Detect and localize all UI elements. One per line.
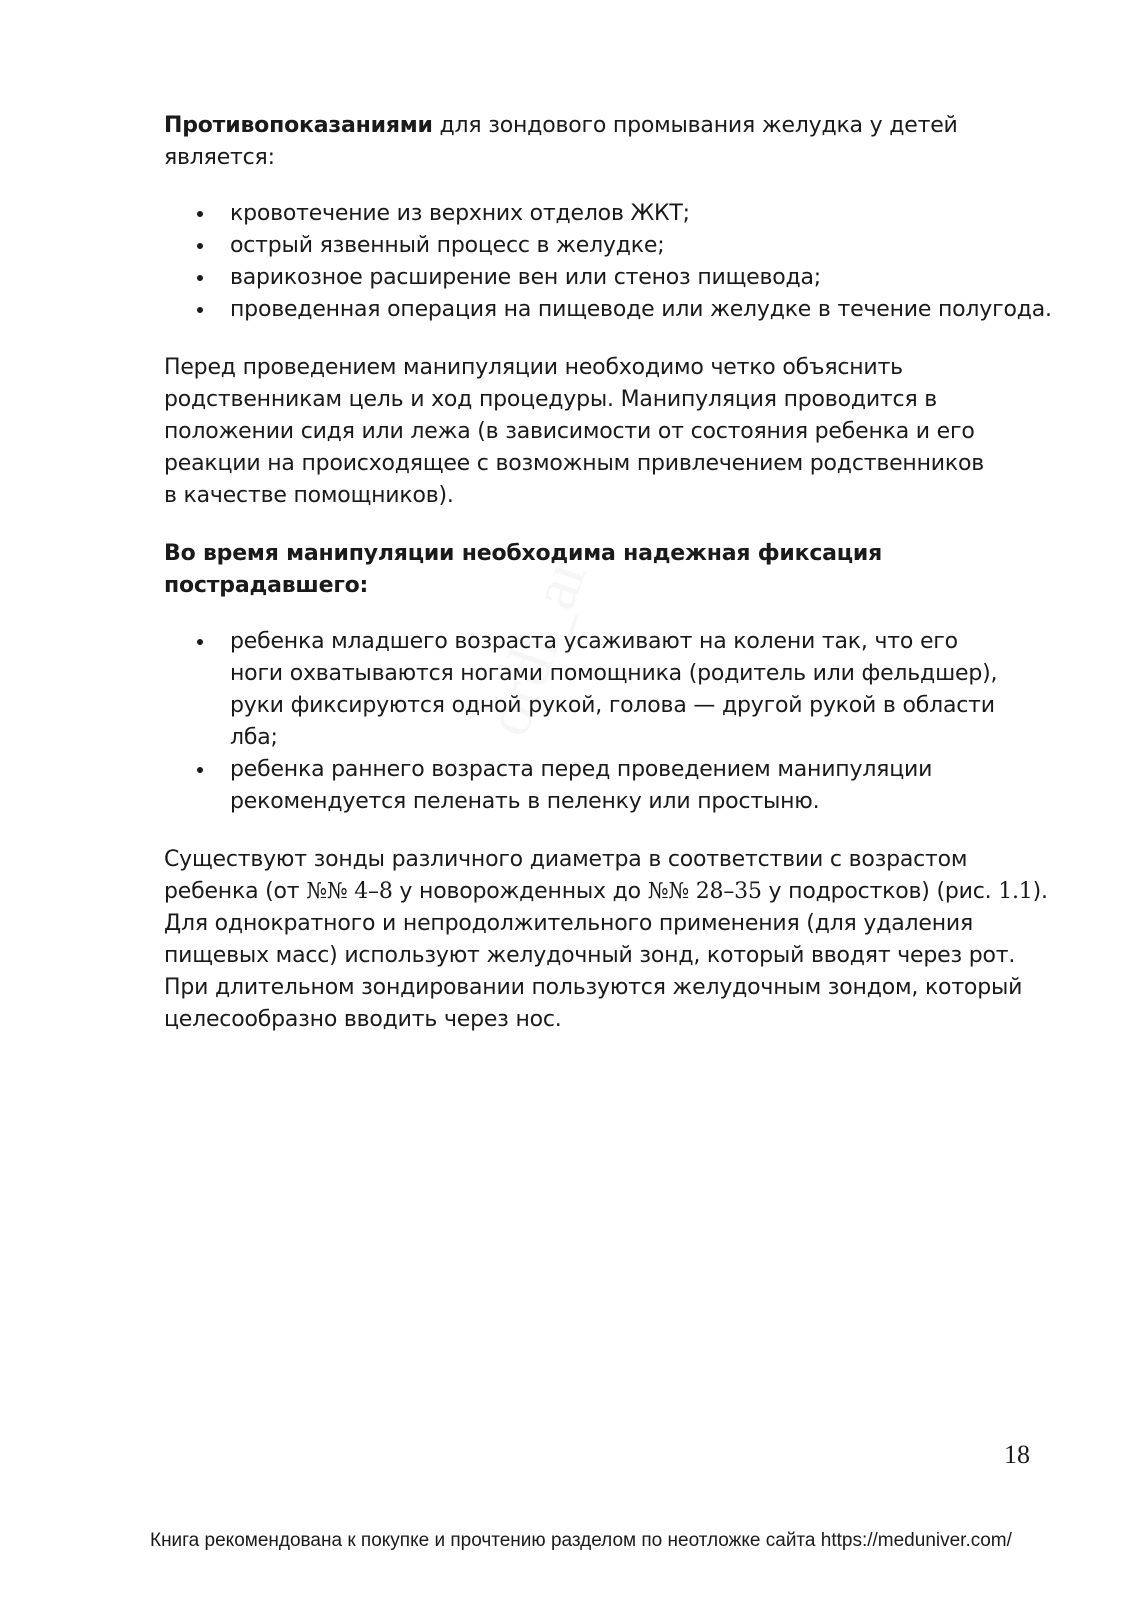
contraindications-intro-text: для зондового промывания желудка у детей является: (164, 113, 958, 170)
list-item (164, 198, 1064, 230)
list-item-text: варикозное расширение вен или стеноз пищевода; (230, 265, 821, 290)
bullet-icon (197, 639, 203, 645)
contraindications-lead: Противопоказаниями (164, 113, 433, 138)
fixation-list (164, 626, 1004, 818)
bullet-icon (197, 243, 203, 249)
footer-note: Книга рекомендована к покупке и прочтению разделом по неотложке сайта https://meduniver.com/ (150, 1530, 1012, 1551)
page-number: 18 (1004, 1440, 1030, 1469)
list-item-text: острый язвенный процесс в желудке; (230, 233, 665, 258)
list-item-text: кровотечение из верхних отделов ЖКТ; (230, 201, 690, 226)
contraindications-intro (164, 110, 1064, 174)
watermark: ordi_ar (470, 546, 601, 745)
probes-paragraph (164, 844, 1054, 1036)
probe-size-teen: №№ 28–35 (647, 879, 762, 904)
list-item (164, 626, 1004, 754)
fixation-heading: Во время манипуляции необходима надежная фиксация пострадавшего: (164, 541, 883, 598)
probes-text-3: у подростков) (рис. (761, 879, 999, 904)
bullet-icon (197, 211, 203, 217)
page-content (164, 110, 1064, 1036)
probe-size-newborn: №№ 4–8 (306, 879, 393, 904)
list-item-text: ребенка раннего возраста перед проведением манипуляции рекомендуется пеленать в пеленку или простыню. (230, 757, 933, 814)
list-item-text: проведенная операция на пищеводе или желудке в течение полугода. (230, 297, 1052, 322)
probes-text-1: Существуют зонды различного диаметра в соответствии с возрастом ребенка (от (164, 847, 968, 904)
list-item (164, 294, 1064, 326)
contraindications-list (164, 198, 1064, 326)
bullet-icon (197, 767, 203, 773)
probes-text-2: у новорожденных до (392, 879, 648, 904)
probes-text-4: ). Для однократного и непродолжительного применения (для удаления пищевых масс) используют желудочный зонд, который вводят через рот. При длительном зондировании пользуются желудочным зондом, который целесообразно вводить через нос. (164, 879, 1048, 1032)
bullet-icon (197, 307, 203, 313)
bullet-icon (197, 275, 203, 281)
figure-ref: 1.1 (998, 879, 1033, 904)
preparation-paragraph: Перед проведением манипуляции необходимо четко объяснить родственникам цель и ход процедуры. Манипуляция проводится в положении сидя или лежа (в зависимости от состояния ребенка и его реакции на происходящее с возможным привлечением родственников в качестве помощников). (164, 355, 985, 508)
list-item (164, 754, 1004, 818)
list-item-text: ребенка младшего возраста усаживают на колени так, что его ноги охватываются ногами помощника (родитель или фельдшер), руки фиксируются одной рукой, голова — другой рукой в области лба; (230, 629, 998, 750)
list-item (164, 262, 1064, 294)
list-item (164, 230, 1064, 262)
